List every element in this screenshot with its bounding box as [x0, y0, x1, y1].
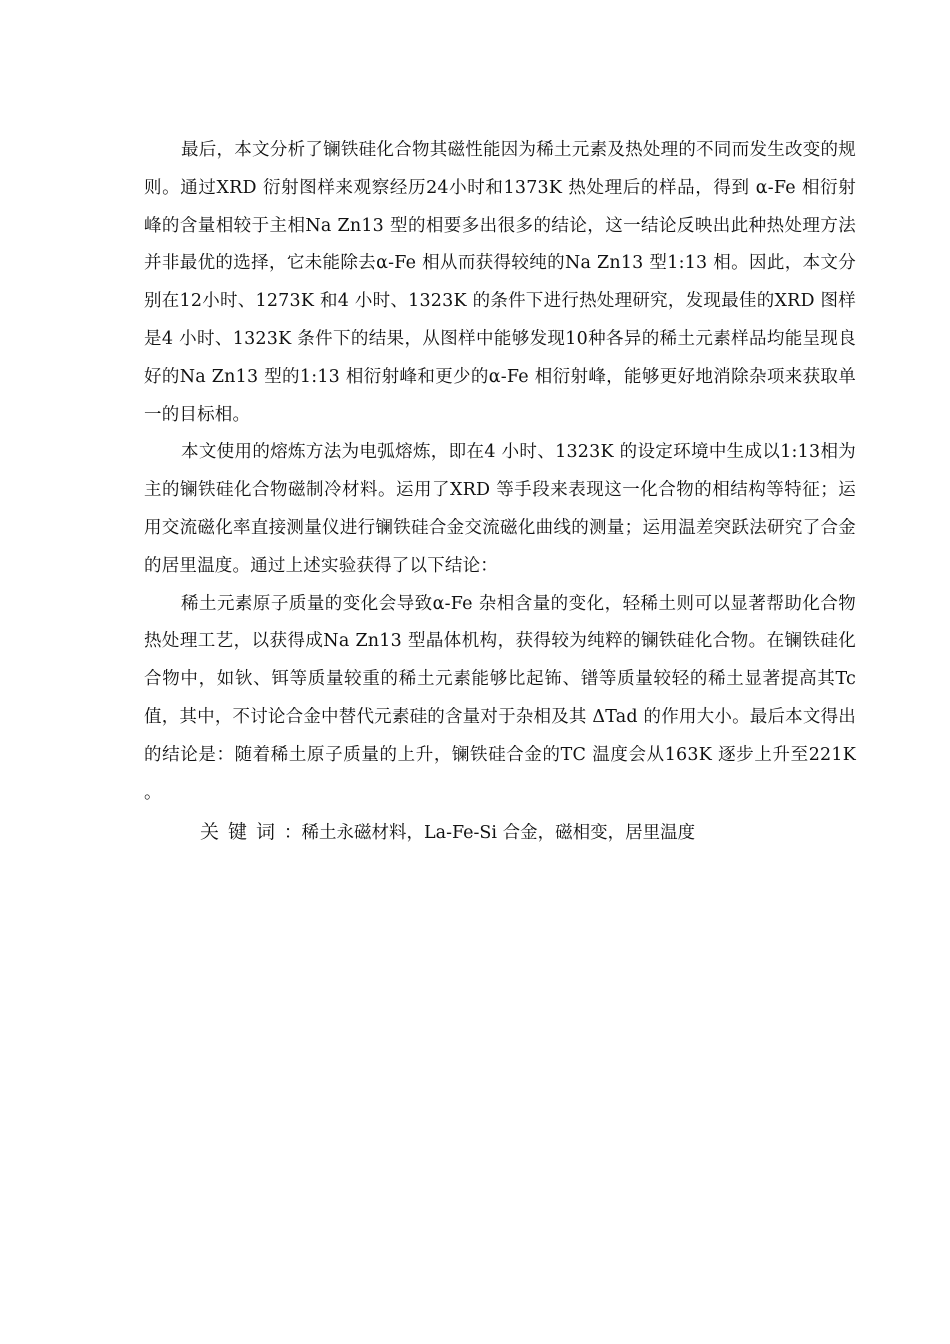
document-body	[144, 132, 856, 852]
keywords-line	[144, 814, 856, 852]
paragraph-method: 本文使用的熔炼方法为电弧熔炼，即在4 小时、1323K 的设定环境中生成以1:13相为主的镧铁硅化合物磁制冷材料。运用了XRD 等手段来表现这一化合物的相结构等特征；运用交流磁化率直接测量仪进行镧铁硅合金交流磁化曲线的测量；运用温差突跃法研究了合金的居里温度。通过上述实验获得了以下结论：	[144, 442, 856, 576]
keywords-colon: ：	[284, 823, 302, 844]
paragraph-conclusion-xrd: 最后，本文分析了镧铁硅化合物其磁性能因为稀土元素及热处理的不同而发生改变的规则。通过XRD 衍射图样来观察经历24小时和1373K 热处理后的样品，得到 α-Fe 相衍射峰的含量相较于主相Na Zn13 型的相要多出很多的结论，这一结论反映出此种热处理方法并非最优的选择，它未能除去α-Fe 相从而获得较纯的Na Zn13 型1:13 相。因此，本文分别在12小时、1273K 和4 小时、1323K 的条件下进行热处理研究，发现最佳的XRD 图样是4 小时、1323K 条件下的结果，从图样中能够发现10种各异的稀土元素样品均能呈现良好的Na Zn13 型的1:13 相衍射峰和更少的α-Fe 相衍射峰，能够更好地消除杂项来获取单一的目标相。	[144, 140, 856, 425]
paragraph-findings: 稀土元素原子质量的变化会导致α-Fe 杂相含量的变化，轻稀土则可以显著帮助化合物热处理工艺，以获得成Na Zn13 型晶体机构，获得较为纯粹的镧铁硅化合物。在镧铁硅化合物中，如钬、铒等质量较重的稀土元素能够比起钸、镨等质量较轻的稀土显著提高其Tc值，其中，不讨论合金中替代元素硅的含量对于杂相及其 ΔTad 的作用大小。最后本文得出的结论是：随着稀土原子质量的上升，镧铁硅合金的TC 温度会从163K 逐步上升至221K 。	[144, 593, 856, 803]
keywords-label: 关键词	[200, 821, 285, 844]
keywords-text: 稀土永磁材料，La-Fe-Si 合金，磁相变，居里温度	[301, 823, 696, 844]
